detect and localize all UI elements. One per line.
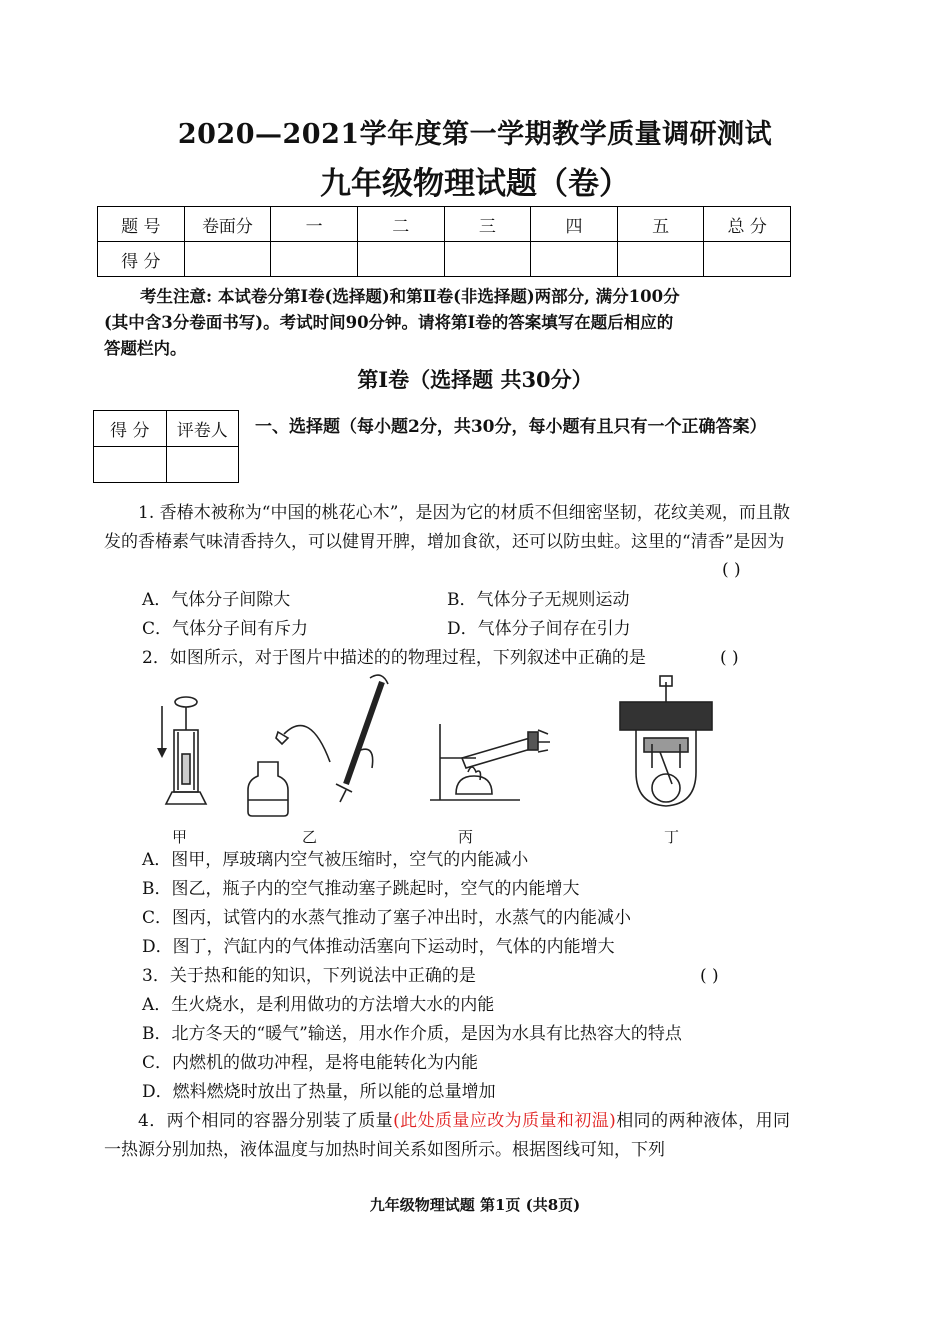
score-cell: 四	[531, 207, 618, 242]
question-3-option-d[interactable]: D．燃料燃烧时放出了热量，所以能的总量增加	[142, 1082, 496, 1102]
engine-cylinder-illustration	[620, 676, 712, 806]
figure-label-ding: 丁	[664, 828, 680, 846]
section-title: 第Ⅰ卷（选择题 共30分）	[357, 367, 593, 392]
fire-syringe-illustration	[157, 697, 206, 804]
figure-label-yi: 乙	[302, 828, 318, 846]
score-blank[interactable]	[271, 242, 358, 277]
score-blank[interactable]	[184, 242, 271, 277]
figure-label-bing: 丙	[458, 828, 474, 846]
bottle-pump-illustration	[248, 675, 388, 816]
question-2-option-c[interactable]: C．图丙，试管内的水蒸气推动了塞子冲出时，水蒸气的内能减小	[142, 908, 632, 928]
question-3-stem: 3．关于热和能的知识，下列说法中正确的是	[142, 966, 476, 986]
grader-score-label: 得 分	[94, 411, 167, 447]
exam-title: 2020—2021学年度第一学期教学质量调研测试	[177, 119, 773, 150]
question-2-option-a[interactable]: A．图甲，厚玻璃内空气被压缩时，空气的内能减小	[142, 850, 529, 870]
question-4-text: 相同的两种液体，用同一热源分别加热，液体温度与加热时间关系如图所示。根据图线可知，下列	[104, 1111, 791, 1160]
score-cell: 总 分	[704, 207, 791, 242]
notice-line: 考生注意: 本试卷分第Ⅰ卷(选择题)和第Ⅱ卷(非选择题)两部分, 满分100分	[140, 287, 680, 306]
question-2-stem: 2．如图所示，对于图片中描述的的物理过程，下列叙述中正确的是	[142, 648, 646, 668]
test-tube-steam-illustration	[430, 724, 550, 800]
score-cell: 五	[617, 207, 704, 242]
question-3-option-c[interactable]: C．内燃机的做功冲程，是将电能转化为内能	[142, 1053, 479, 1073]
exam-notice	[104, 284, 794, 362]
score-cell: 二	[357, 207, 444, 242]
grader-score-blank[interactable]	[94, 447, 167, 483]
score-cell: 卷面分	[184, 207, 271, 242]
question-3-option-b[interactable]: B．北方冬天的“暖气”输送，用水作介质，是因为水具有比热容大的特点	[142, 1024, 682, 1044]
notice-line: 答题栏内。	[104, 339, 187, 358]
grader-name-label: 评卷人	[166, 411, 239, 447]
exam-subtitle: 九年级物理试题（卷）	[320, 166, 630, 202]
question-1-option-b[interactable]: B．气体分子无规则运动	[447, 590, 630, 610]
question-3-answer-paren[interactable]: ( )	[700, 966, 719, 986]
question-3-option-a[interactable]: A．生火烧水，是利用做功的方法增大水的内能	[142, 995, 495, 1015]
question-2-option-d[interactable]: D．图丁，汽缸内的气体推动活塞向下运动时，气体的内能增大	[142, 937, 615, 957]
question-1-option-d[interactable]: D．气体分子间存在引力	[447, 619, 631, 639]
score-blank[interactable]	[617, 242, 704, 277]
score-cell: 题 号	[98, 207, 185, 242]
question-4-stem	[104, 1107, 790, 1164]
question-1-option-a[interactable]: A．气体分子间隙大	[142, 590, 291, 610]
question-1-stem: 1. 香椿木被称为“中国的桃花心木”，是因为它的材质不但细密坚韧，花纹美观，而且散发的香椿素气味清香持久，可以健胃开脾，增加食欲，还可以防虫蛀。这里的“清香”是因为	[104, 503, 790, 552]
score-blank[interactable]	[704, 242, 791, 277]
question-4-text: 4．两个相同的容器分别装了质量	[138, 1111, 394, 1131]
score-table	[97, 206, 791, 277]
grader-name-blank[interactable]	[166, 447, 239, 483]
grader-table	[93, 410, 239, 483]
score-blank[interactable]	[357, 242, 444, 277]
question-2-answer-paren[interactable]: ( )	[720, 648, 739, 668]
score-table-score-row	[98, 242, 791, 277]
score-row-label: 得 分	[98, 242, 185, 277]
question-1-option-c[interactable]: C．气体分子间有斥力	[142, 619, 309, 639]
notice-line: (其中含3分卷面书写)。考试时间90分钟。请将第Ⅰ卷的答案填写在题后相应的	[104, 313, 674, 332]
question-2-option-b[interactable]: B．图乙，瓶子内的空气推动塞子跳起时，空气的内能增大	[142, 879, 580, 899]
score-table-header-row	[98, 207, 791, 242]
figure-label-jia: 甲	[172, 828, 188, 846]
part-title: 一、选择题（每小题2分，共30分，每小题有且只有一个正确答案）	[255, 417, 767, 437]
score-cell: 三	[444, 207, 531, 242]
question-1-answer-paren[interactable]: ( )	[722, 560, 741, 580]
score-cell: 一	[271, 207, 358, 242]
question-2-figure	[150, 672, 730, 832]
score-blank[interactable]	[444, 242, 531, 277]
question-4-correction-note: (此处质量应改为质量和初温)	[393, 1111, 616, 1131]
score-blank[interactable]	[531, 242, 618, 277]
page-footer: 九年级物理试题 第1页 (共8页)	[369, 1196, 581, 1214]
